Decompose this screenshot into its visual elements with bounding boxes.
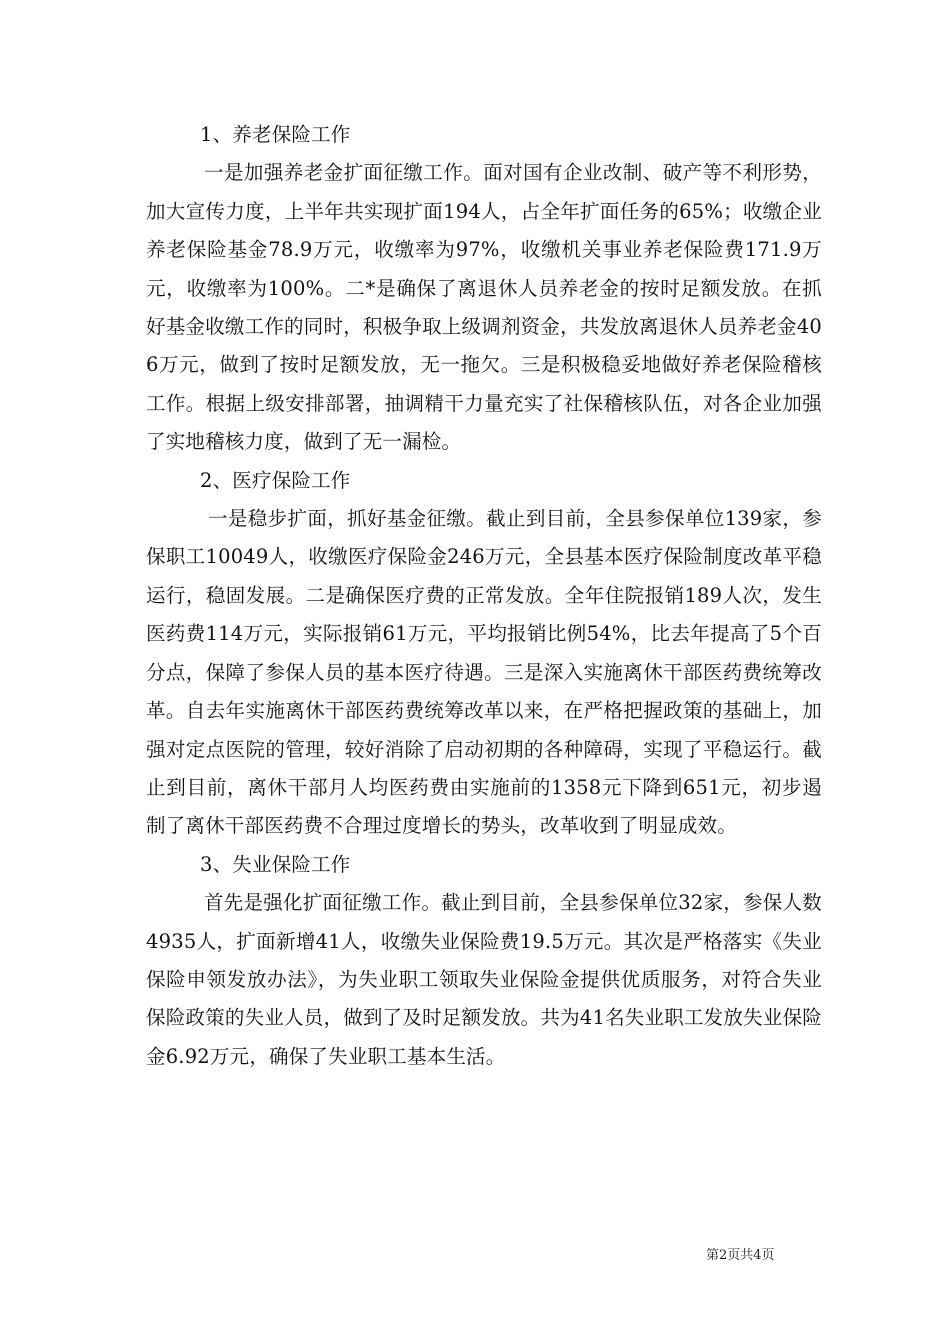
section-paragraph-medical: 一是稳步扩面，抓好基金征缴。截止到目前，全县参保单位139家，参保职工10049人，收缴医疗保险金246万元，全县基本医疗保险制度改革平稳运行，稳固发展。二是确保医疗费的正常发放。全年住院报销189人次，发生医药费114万元，实际报销61万元，平均报销比例54%，比去年提高了5个百分点，保障了参保人员的基本医疗待遇。三是深入实施离休干部医药费统筹改革。自去年实施离休干部医药费统筹改革以来，在严格把握政策的基础上，加强对定点医院的管理，较好消除了启动初期的各种障碍，实现了平稳运行。截止到目前，离休干部月人均医药费由实施前的1358元下降到651元，初步遏制了离休干部医药费不合理过度增长的势头，改革收到了明显成效。	[146, 507, 822, 838]
section-paragraph-pension: 一是加强养老金扩面征缴工作。面对国有企业改制、破产等不利形势，加大宣传力度，上半年共实现扩面194人，占全年扩面任务的65%；收缴企业养老保险基金78.9万元，收缴率为97%，收缴机关事业养老保险费171.9万元，收缴率为100%。二*是确保了离退休人员养老金的按时足额发放。在抓好基金收缴工作的同时，积极争取上级调剂资金，共发放离退休人员养老金406万元，做到了按时足额发放，无一拖欠。三是积极稳妥地做好养老保险稽核工作。根据上级安排部署，抽调精干力量充实了社保稽核队伍，对各企业加强了实地稽核力度，做到了无一漏检。	[146, 161, 822, 454]
section-heading-pension: 1、养老保险工作	[200, 123, 351, 146]
section-paragraph-unemployment: 首先是强化扩面征缴工作。截止到目前，全县参保单位32家，参保人数4935人，扩面新增41人，收缴失业保险费19.5万元。其次是严格落实《失业保险申领发放办法》，为失业职工领取失业保险金提供优质服务，对符合失业保险政策的失业人员，做到了及时足额发放。共为41名失业职工发放失业保险金6.92万元，确保了失业职工基本生活。	[146, 891, 822, 1068]
document-body	[146, 116, 822, 1076]
section-heading-medical: 2、医疗保险工作	[200, 468, 351, 492]
section-heading-unemployment: 3、失业保险工作	[200, 852, 351, 876]
page-number-footer: 第2页共4页	[706, 1248, 775, 1263]
